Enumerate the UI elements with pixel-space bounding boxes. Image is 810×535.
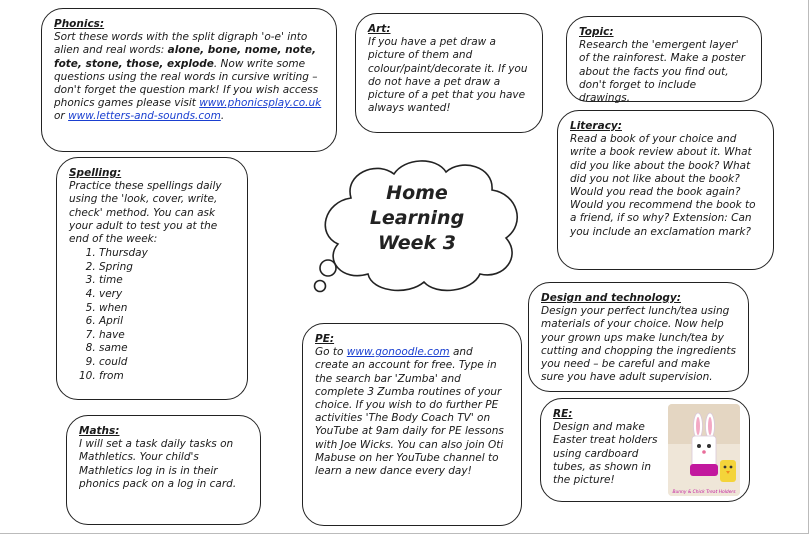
re-text: Design and make Easter treat holders using cardboard tubes, as shown in the picture! <box>553 421 658 487</box>
literacy-title: Literacy: <box>570 120 622 132</box>
spelling-text: Practice these spellings daily using the 'look, cover, write, check' method. You can ask your adult to test you at the end of the week: <box>69 180 222 246</box>
literacy-text: Read a book of your choice and write a book review about it. What did you like about the book? What did you not like about the book? Would you read the book again? Would you recommend the book to a friend, if so why? Extension: Can you include an exclamation mark? <box>570 133 756 238</box>
spelling-word: 5. when <box>99 302 235 316</box>
spelling-word: 2. Spring <box>99 261 235 275</box>
topic-title: Topic: <box>579 26 614 38</box>
easter-treat-holders-image <box>668 404 740 496</box>
phonics-box <box>41 8 337 152</box>
spelling-word: 10. from <box>99 370 235 384</box>
design-title: Design and technology: <box>541 292 681 304</box>
maths-text: I will set a task daily tasks on Mathletics. Your child's Mathletics log in is in their phonics pack on a log in card. <box>79 438 237 490</box>
spelling-word: 1. Thursday <box>99 247 235 261</box>
topic-text: Research the 'emergent layer' of the rainforest. Make a poster about the facts you find out, don't forget to include drawings. <box>579 39 746 105</box>
phonics-words: alone, bone, nome, note, fote, stone, those, explode <box>54 44 316 70</box>
phonics-title: Phonics: <box>54 18 105 30</box>
phonics-or: or <box>54 110 69 123</box>
title-line-1: Home <box>386 182 448 204</box>
art-text: If you have a pet draw a picture of them and colour/paint/decorate it. If you do not have a pet draw a picture of a pet that you have always wanted! <box>368 36 528 115</box>
phonics-end: . <box>220 110 225 123</box>
maths-title: Maths: <box>79 425 120 437</box>
phonics-text: Sort these words with the split digraph 'o-e' into alien and real words: <box>54 31 308 57</box>
title-line-2: Learning <box>369 207 465 229</box>
literacy-box <box>557 110 774 270</box>
phonicsplay-link[interactable]: www.phonicsplay.co.uk <box>199 97 322 110</box>
design-technology-box <box>528 282 749 392</box>
pe-text-2: and create an account for free. Type in the search bar 'Zumba' and complete 3 Zumba routines of your choice. If you wish to do further PE activities 'The Body Coach TV' on YouTube at 9am daily for PE lessons with Joe Wicks. You can also join Oti Mabuse on her YouTube channel to learn a new dance every day! <box>315 346 504 478</box>
phonics-text-2: . Now write some questions using the real words in cursive writing – don't forget the question mark! If you wish access phonics games please visit <box>54 57 319 110</box>
spelling-title: Spelling: <box>69 167 122 179</box>
re-title: RE: <box>553 408 573 420</box>
pe-box <box>302 323 522 526</box>
spelling-word: 7. have <box>99 329 235 343</box>
pe-title: PE: <box>315 333 335 345</box>
spelling-word: 6. April <box>99 315 235 329</box>
spelling-word: 8. same <box>99 342 235 356</box>
page-title <box>362 181 472 256</box>
letters-and-sounds-link[interactable]: www.letters-and-sounds.com <box>68 110 221 123</box>
maths-box <box>66 415 261 525</box>
spelling-list <box>69 247 235 383</box>
spelling-word: 3. time <box>99 274 235 288</box>
title-line-3: Week 3 <box>378 232 456 254</box>
art-title: Art: <box>368 23 391 35</box>
art-box <box>355 13 543 133</box>
image-caption: Bunny & Chick Treat Holders <box>672 490 736 495</box>
spelling-word: 9. could <box>99 356 235 370</box>
spelling-word: 4. very <box>99 288 235 302</box>
design-text: Design your perfect lunch/tea using materials of your choice. Now help your grown ups make lunch/tea by cutting and chopping the ingredients you need – be careful and make sure you have adult supervision. <box>541 305 736 384</box>
topic-box <box>566 16 762 105</box>
pe-text: Go to <box>315 346 347 359</box>
spelling-box <box>56 157 248 400</box>
gonoodle-link[interactable]: www.gonoodle.com <box>346 346 450 359</box>
